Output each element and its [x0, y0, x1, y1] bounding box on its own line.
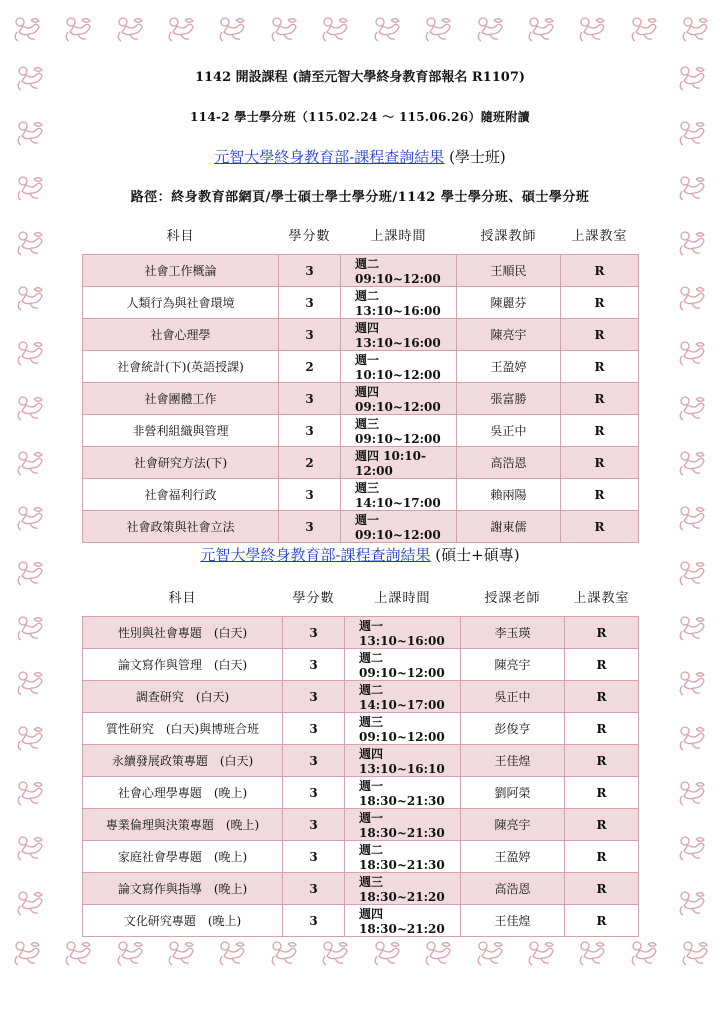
subject-cell: 家庭社會學專題 (晚上) [83, 841, 283, 873]
cupid-motif-icon [214, 936, 248, 970]
cupid-motif-icon [12, 831, 46, 865]
room-cell: R [565, 873, 639, 905]
teacher-cell: 謝東儒 [457, 511, 561, 543]
table-header-row [83, 214, 639, 255]
room-cell: R [561, 319, 639, 351]
table-row [83, 841, 639, 873]
cupid-motif-icon [674, 831, 708, 865]
cupid-motif-icon [12, 391, 46, 425]
table-row [83, 809, 639, 841]
cupid-motif-icon [674, 281, 708, 315]
room-cell: R [565, 777, 639, 809]
credits-cell: 3 [279, 511, 341, 543]
table-row [83, 447, 639, 479]
cupid-motif-icon [369, 936, 403, 970]
cupid-motif-icon [12, 501, 46, 535]
col-header-time: 上課時間 [374, 590, 431, 606]
room-cell: R [561, 447, 639, 479]
credits-cell: 3 [283, 713, 345, 745]
cupid-motif-icon [12, 171, 46, 205]
cupid-motif-icon [12, 116, 46, 150]
cupid-motif-icon [12, 336, 46, 370]
room-cell: R [561, 287, 639, 319]
room-cell: R [565, 681, 639, 713]
cupid-motif-icon [674, 721, 708, 755]
cupid-motif-icon [12, 446, 46, 480]
teacher-cell: 陳亮宇 [461, 649, 565, 681]
credits-cell: 3 [283, 649, 345, 681]
room-cell: R [561, 511, 639, 543]
table-row [83, 649, 639, 681]
section2-link[interactable]: 元智大學終身教育部-課程查詢結果 [200, 546, 431, 564]
time-cell: 週三 09:10~12:00 [341, 415, 457, 447]
credits-cell: 2 [279, 447, 341, 479]
cupid-motif-icon [674, 666, 708, 700]
cupid-motif-icon [12, 886, 46, 920]
cupid-motif-icon [9, 936, 43, 970]
cupid-motif-icon [674, 171, 708, 205]
cupid-motif-icon [674, 391, 708, 425]
cupid-motif-icon [12, 666, 46, 700]
teacher-cell: 賴兩陽 [457, 479, 561, 511]
cupid-motif-icon [214, 12, 248, 46]
room-cell: R [565, 905, 639, 937]
credits-cell: 3 [283, 873, 345, 905]
cupid-motif-icon [674, 336, 708, 370]
room-cell: R [561, 479, 639, 511]
teacher-cell: 陳亮宇 [461, 809, 565, 841]
time-cell: 週一 18:30~21:30 [345, 777, 461, 809]
cupid-motif-icon [369, 12, 403, 46]
teacher-cell: 高浩恩 [461, 873, 565, 905]
time-cell: 週一 13:10~16:00 [345, 617, 461, 649]
cupid-motif-icon [674, 501, 708, 535]
credits-cell: 2 [279, 351, 341, 383]
table-row [83, 873, 639, 905]
time-cell: 週二 13:10~16:00 [341, 287, 457, 319]
time-cell: 週三 09:10~12:00 [345, 713, 461, 745]
cupid-motif-icon [266, 936, 300, 970]
time-cell: 週四 09:10~12:00 [341, 383, 457, 415]
teacher-cell: 吳正中 [461, 681, 565, 713]
credits-cell: 3 [283, 777, 345, 809]
subject-cell: 社會心理學專題 (晚上) [83, 777, 283, 809]
table-header-row [83, 576, 639, 617]
cupid-motif-icon [12, 556, 46, 590]
room-cell: R [565, 617, 639, 649]
room-cell: R [565, 841, 639, 873]
cupid-motif-icon [674, 226, 708, 260]
subject-cell: 社會研究方法(下) [83, 447, 279, 479]
section1-link[interactable]: 元智大學終身教育部-課程查詢結果 [214, 148, 445, 166]
header-line-2: 114-2 學士學分班（115.02.24 ～ 115.06.26）隨班附讀 [190, 110, 530, 124]
credits-cell: 3 [283, 681, 345, 713]
time-cell: 週二 09:10~12:00 [345, 649, 461, 681]
subject-cell: 社會團體工作 [83, 383, 279, 415]
cupid-motif-icon [60, 12, 94, 46]
cupid-motif-icon [677, 936, 711, 970]
cupid-motif-icon [420, 12, 454, 46]
teacher-cell: 吳正中 [457, 415, 561, 447]
cupid-motif-icon [12, 721, 46, 755]
table-row [83, 319, 639, 351]
teacher-cell: 陳亮宇 [457, 319, 561, 351]
cupid-motif-icon [9, 12, 43, 46]
border-top [0, 6, 720, 52]
subject-cell: 性別與社會專題 (白天) [83, 617, 283, 649]
header-line-1: 1142 開設課程 (請至元智大學終身教育部報名 R1107) [194, 70, 526, 85]
table-row [83, 287, 639, 319]
credits-cell: 3 [283, 905, 345, 937]
cupid-motif-icon [626, 12, 660, 46]
teacher-cell: 王佳煌 [461, 745, 565, 777]
section2-title-suffix: (碩士+碩專) [430, 546, 520, 564]
section1-title-suffix: (學士班) [444, 148, 506, 166]
teacher-cell: 王盈婷 [457, 351, 561, 383]
credits-cell: 3 [283, 745, 345, 777]
subject-cell: 社會工作概論 [83, 255, 279, 287]
room-cell: R [565, 809, 639, 841]
cupid-motif-icon [574, 12, 608, 46]
col-header-teacher: 授課教師 [480, 228, 537, 244]
cupid-motif-icon [472, 936, 506, 970]
cupid-motif-icon [420, 936, 454, 970]
teacher-cell: 高浩恩 [457, 447, 561, 479]
teacher-cell: 王順民 [457, 255, 561, 287]
section1-path: 路徑：終身教育部網頁/學士碩士學士學分班/1142 學士學分班、碩士學分班 [130, 190, 590, 205]
cupid-motif-icon [112, 12, 146, 46]
subject-cell: 社會福利行政 [83, 479, 279, 511]
table-row [83, 713, 639, 745]
cupid-motif-icon [12, 61, 46, 95]
table-row [83, 255, 639, 287]
cupid-motif-icon [317, 12, 351, 46]
col-header-room: 上課教室 [571, 228, 628, 244]
cupid-motif-icon [472, 12, 506, 46]
room-cell: R [561, 383, 639, 415]
room-cell: R [561, 415, 639, 447]
cupid-motif-icon [626, 936, 660, 970]
cupid-motif-icon [266, 12, 300, 46]
credits-cell: 3 [283, 809, 345, 841]
credits-cell: 3 [279, 383, 341, 415]
col-header-time: 上課時間 [370, 228, 427, 244]
col-header-room: 上課教室 [573, 590, 630, 606]
time-cell: 週二 14:10~17:00 [345, 681, 461, 713]
time-cell: 週四 13:10~16:10 [345, 745, 461, 777]
table-row [83, 777, 639, 809]
table-row [83, 745, 639, 777]
teacher-cell: 劉阿榮 [461, 777, 565, 809]
cupid-motif-icon [574, 936, 608, 970]
cupid-motif-icon [674, 116, 708, 150]
master-course-table [82, 576, 639, 937]
subject-cell: 論文寫作與指導 (晚上) [83, 873, 283, 905]
credits-cell: 3 [283, 841, 345, 873]
cupid-motif-icon [317, 936, 351, 970]
col-header-teacher: 授課老師 [484, 590, 541, 606]
subject-cell: 社會統計(下)(英語授課) [83, 351, 279, 383]
subject-cell: 社會政策與社會立法 [83, 511, 279, 543]
cupid-motif-icon [674, 556, 708, 590]
cupid-motif-icon [523, 12, 557, 46]
col-header-subject: 科目 [166, 228, 195, 244]
col-header-subject: 科目 [168, 590, 197, 606]
credits-cell: 3 [279, 255, 341, 287]
time-cell: 週一 18:30~21:30 [345, 809, 461, 841]
time-cell: 週三 14:10~17:00 [341, 479, 457, 511]
room-cell: R [565, 745, 639, 777]
cupid-motif-icon [60, 936, 94, 970]
border-left [4, 50, 54, 930]
table-row [83, 383, 639, 415]
cupid-motif-icon [12, 281, 46, 315]
cupid-motif-icon [12, 776, 46, 810]
subject-cell: 人類行為與社會環境 [83, 287, 279, 319]
time-cell: 週三 18:30~21:20 [345, 873, 461, 905]
room-cell: R [561, 255, 639, 287]
credits-cell: 3 [283, 617, 345, 649]
bachelor-course-table [82, 214, 639, 543]
cupid-motif-icon [12, 226, 46, 260]
table-row [83, 415, 639, 447]
subject-cell: 永續發展政策專題 (白天) [83, 745, 283, 777]
time-cell: 週一 09:10~12:00 [341, 511, 457, 543]
cupid-motif-icon [163, 12, 197, 46]
cupid-motif-icon [674, 61, 708, 95]
table-row [83, 617, 639, 649]
cupid-motif-icon [674, 611, 708, 645]
cupid-motif-icon [12, 611, 46, 645]
subject-cell: 專業倫理與決策專題 (晚上) [83, 809, 283, 841]
teacher-cell: 王盈婷 [461, 841, 565, 873]
teacher-cell: 王佳煌 [461, 905, 565, 937]
credits-cell: 3 [279, 319, 341, 351]
table-row [83, 905, 639, 937]
time-cell: 週一 10:10~12:00 [341, 351, 457, 383]
table-row [83, 511, 639, 543]
credits-cell: 3 [279, 287, 341, 319]
cupid-motif-icon [674, 886, 708, 920]
table-row [83, 351, 639, 383]
subject-cell: 調查研究 (白天) [83, 681, 283, 713]
time-cell: 週四 13:10~16:00 [341, 319, 457, 351]
section1-title [80, 146, 640, 167]
subject-cell: 非營利組織與管理 [83, 415, 279, 447]
subject-cell: 質性研究 (白天)與博班合班 [83, 713, 283, 745]
teacher-cell: 陳麗芬 [457, 287, 561, 319]
time-cell: 週二 09:10~12:00 [341, 255, 457, 287]
subject-cell: 社會心理學 [83, 319, 279, 351]
border-right [666, 50, 716, 930]
time-cell: 週二 18:30~21:30 [345, 841, 461, 873]
teacher-cell: 張富勝 [457, 383, 561, 415]
section2-title [80, 544, 640, 565]
subject-cell: 論文寫作與管理 (白天) [83, 649, 283, 681]
cupid-motif-icon [523, 936, 557, 970]
teacher-cell: 彭俊亨 [461, 713, 565, 745]
cupid-motif-icon [674, 776, 708, 810]
col-header-credits: 學分數 [292, 590, 335, 606]
table-row [83, 479, 639, 511]
credits-cell: 3 [279, 479, 341, 511]
room-cell: R [561, 351, 639, 383]
cupid-motif-icon [677, 12, 711, 46]
teacher-cell: 李玉瑛 [461, 617, 565, 649]
credits-cell: 3 [279, 415, 341, 447]
cupid-motif-icon [112, 936, 146, 970]
room-cell: R [565, 713, 639, 745]
time-cell: 週四 10:10-12:00 [341, 447, 457, 479]
cupid-motif-icon [674, 446, 708, 480]
table-row [83, 681, 639, 713]
cupid-motif-icon [163, 936, 197, 970]
time-cell: 週四 18:30~21:20 [345, 905, 461, 937]
room-cell: R [565, 649, 639, 681]
subject-cell: 文化研究專題 (晚上) [83, 905, 283, 937]
col-header-credits: 學分數 [288, 228, 331, 244]
